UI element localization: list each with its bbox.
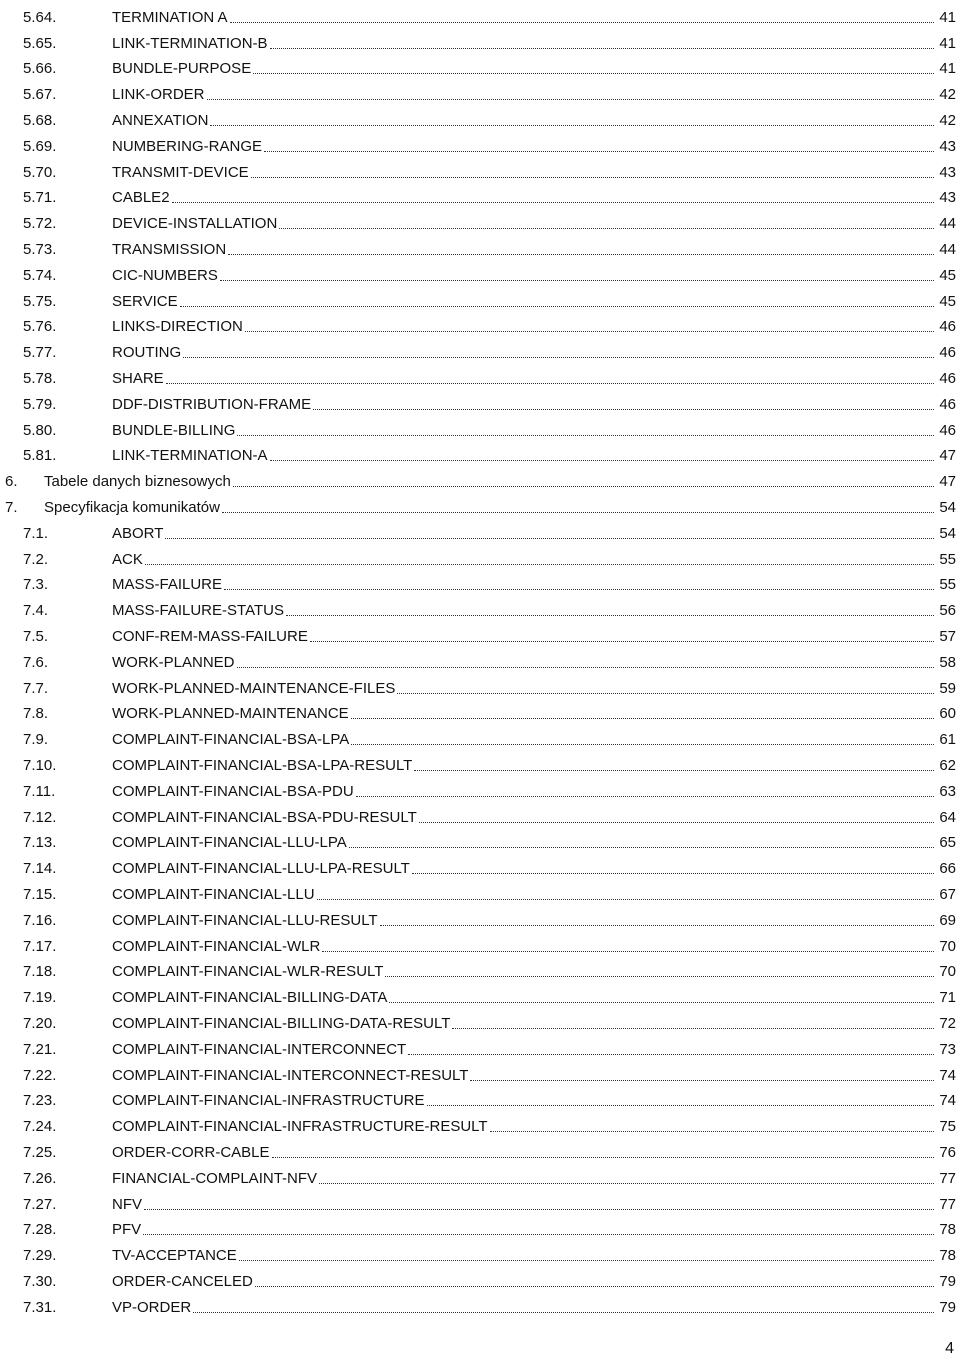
toc-entry-title: COMPLAINT-FINANCIAL-BSA-PDU-RESULT [112,808,417,826]
toc-entry[interactable] [0,800,960,826]
toc-entry-number: 5.79. [23,395,57,413]
toc-entry[interactable] [0,464,960,490]
toc-entry[interactable] [0,103,960,129]
toc-entry-number: 7.27. [23,1195,57,1213]
toc-entry[interactable] [0,1264,960,1290]
toc-entry-title: PFV [112,1221,142,1239]
toc-entry-title: COMPLAINT-FINANCIAL-LLU [112,885,315,903]
toc-entry-title: VP-ORDER [112,1298,192,1316]
dot-leader [251,177,934,178]
toc-entry-number: 7.25. [23,1143,57,1161]
dot-leader [317,899,934,900]
toc-entry-page: 43 [939,189,956,207]
toc-entry-number: 5.78. [23,369,57,387]
toc-entry[interactable] [0,1058,960,1084]
toc-entry-page: 58 [939,653,956,671]
toc-entry-page: 74 [939,1092,956,1110]
toc-entry-page: 65 [939,834,956,852]
dot-leader [172,202,934,203]
toc-entry[interactable] [0,413,960,439]
toc-entry[interactable] [0,258,960,284]
toc-entry[interactable] [0,129,960,155]
toc-entry-title: COMPLAINT-FINANCIAL-BILLING-DATA [112,989,388,1007]
toc-entry-page: 54 [939,524,956,542]
toc-entry-number: 7.16. [23,911,57,929]
toc-entry-number: 5.77. [23,344,57,362]
toc-entry-number: 7.19. [23,989,57,1007]
toc-entry-number: 5.75. [23,292,57,310]
toc-entry-number: 7.22. [23,1066,57,1084]
toc-entry-title: ROUTING [112,344,182,362]
toc-entry-page: 54 [939,498,956,516]
toc-entry-title: CIC-NUMBERS [112,266,218,284]
dot-leader [253,73,934,74]
toc-entry-number: 5.76. [23,318,57,336]
toc-entry-title: COMPLAINT-FINANCIAL-WLR-RESULT [112,963,384,981]
toc-entry-title: SERVICE [112,292,178,310]
toc-entry-number: 7.11. [23,782,56,800]
dot-leader [319,1183,934,1184]
toc-entry[interactable] [0,490,960,516]
toc-entry-number: 7.26. [23,1169,57,1187]
toc-entry-page: 47 [939,473,956,491]
dot-leader [237,435,934,436]
toc-entry[interactable] [0,774,960,800]
toc-entry-number: 5.74. [23,266,57,284]
toc-entry-page: 45 [939,266,956,284]
toc-entry[interactable] [0,26,960,52]
toc-entry-title: TV-ACCEPTANCE [112,1247,237,1265]
dot-leader [351,718,934,719]
dot-leader [414,770,934,771]
dot-leader [470,1080,934,1081]
toc-entry-number: 7.2. [23,550,49,568]
toc-entry-page: 45 [939,292,956,310]
toc-entry-number: 5.69. [23,137,57,155]
toc-entry[interactable] [0,593,960,619]
toc-entry-page: 55 [939,576,956,594]
toc-entry-number: 7.9. [23,731,49,749]
toc-entry-title: COMPLAINT-FINANCIAL-BSA-LPA-RESULT [112,756,413,774]
toc-entry-title: CONF-REM-MASS-FAILURE [112,627,308,645]
dot-leader [322,951,934,952]
dot-leader [143,1234,934,1235]
toc-entry-page: 61 [939,731,956,749]
toc-entry-number: 7.21. [23,1040,57,1058]
toc-entry-page: 78 [939,1221,956,1239]
toc-entry-title: BUNDLE-BILLING [112,421,236,439]
toc-entry-title: Tabele danych biznesowych [44,473,231,491]
toc-entry-title: LINK-ORDER [112,86,205,104]
dot-leader [313,409,934,410]
toc-entry[interactable] [0,516,960,542]
dot-leader [270,460,934,461]
toc-entry[interactable] [0,929,960,955]
toc-entry[interactable] [0,310,960,336]
toc-entry-number: 7.28. [23,1221,57,1239]
dot-leader [286,615,934,616]
toc-entry-number: 7.8. [23,705,49,723]
dot-leader [490,1131,934,1132]
toc-entry-title: SHARE [112,369,164,387]
toc-entry[interactable] [0,361,960,387]
toc-entry-title: BUNDLE-PURPOSE [112,60,252,78]
toc-entry-page: 46 [939,344,956,362]
dot-leader [264,151,934,152]
toc-entry-page: 46 [939,395,956,413]
toc-entry-page: 73 [939,1040,956,1058]
toc-entry[interactable] [0,232,960,258]
toc-entry[interactable] [0,697,960,723]
toc-entry[interactable] [0,1187,960,1213]
toc-entry[interactable] [0,877,960,903]
dot-leader [380,925,934,926]
toc-entry[interactable] [0,1290,960,1316]
toc-entry-title: ACK [112,550,143,568]
dot-leader [224,589,934,590]
toc-entry[interactable] [0,206,960,232]
toc-entry[interactable] [0,1032,960,1058]
toc-entry-page: 63 [939,782,956,800]
dot-leader [245,331,934,332]
toc-entry[interactable] [0,181,960,207]
toc-entry-number: 7.14. [23,860,57,878]
toc-entry[interactable] [0,826,960,852]
toc-entry-title: COMPLAINT-FINANCIAL-INTERCONNECT [112,1040,407,1058]
dot-leader [270,48,934,49]
dot-leader [272,1157,934,1158]
toc-entry[interactable] [0,1084,960,1110]
toc-entry-page: 47 [939,447,956,465]
toc-entry-title: DDF-DISTRIBUTION-FRAME [112,395,312,413]
dot-leader [356,796,934,797]
toc-entry-title: NFV [112,1195,142,1213]
toc-entry-page: 76 [939,1143,956,1161]
toc-entry-number: 5.70. [23,163,57,181]
dot-leader [222,512,934,513]
toc-entry-title: WORK-PLANNED-MAINTENANCE-FILES [112,679,396,697]
toc-entry-title: COMPLAINT-FINANCIAL-LLU-LPA-RESULT [112,860,410,878]
toc-entry-page: 46 [939,318,956,336]
toc-entry-number: 7.3. [23,576,49,594]
toc-entry-page: 69 [939,911,956,929]
toc-entry-page: 59 [939,679,956,697]
toc-entry-number: 7.17. [23,937,57,955]
toc-entry-number: 7.24. [23,1118,57,1136]
dot-leader [310,641,934,642]
toc-entry-number: 5.67. [23,86,57,104]
dot-leader [385,976,934,977]
toc-entry-page: 41 [939,60,956,78]
dot-leader [427,1105,934,1106]
toc-entry[interactable] [0,0,960,26]
toc-entry-page: 74 [939,1066,956,1084]
toc-entry-page: 67 [939,885,956,903]
toc-entry[interactable] [0,387,960,413]
toc-entry-page: 77 [939,1169,956,1187]
toc-entry[interactable] [0,980,960,1006]
toc-entry[interactable] [0,335,960,361]
toc-entry-page: 62 [939,756,956,774]
toc-entry-number: 5.68. [23,111,57,129]
toc-entry-page: 46 [939,369,956,387]
toc-entry-page: 77 [939,1195,956,1213]
toc-entry-title: MASS-FAILURE [112,576,223,594]
toc-entry-number: 5.73. [23,240,57,258]
toc-entry[interactable] [0,1161,960,1187]
toc-entry-page: 44 [939,215,956,233]
dot-leader [207,99,934,100]
toc-entry-number: 5.72. [23,215,57,233]
toc-entry-number: 5.81. [23,447,57,465]
toc-entry[interactable] [0,1109,960,1135]
toc-entry-title: TRANSMISSION [112,240,227,258]
dot-leader [165,538,934,539]
toc-entry-title: COMPLAINT-FINANCIAL-LLU-LPA [112,834,347,852]
toc-entry-title: WORK-PLANNED [112,653,235,671]
toc-entry-number: 7.30. [23,1272,57,1290]
toc-entry-title: LINK-TERMINATION-B [112,34,268,52]
dot-leader [144,1209,934,1210]
dot-leader [193,1312,934,1313]
toc-entry-title: COMPLAINT-FINANCIAL-BILLING-DATA-RESULT [112,1014,451,1032]
toc-entry-number: 7.13. [23,834,57,852]
toc-entry-title: COMPLAINT-FINANCIAL-BSA-LPA [112,731,350,749]
toc-entry-page: 70 [939,937,956,955]
toc-entry-page: 66 [939,860,956,878]
toc-entry-number: 7.31. [23,1298,57,1316]
toc-entry-page: 70 [939,963,956,981]
toc-entry-page: 41 [939,8,956,26]
toc-entry-title: FINANCIAL-COMPLAINT-NFV [112,1169,318,1187]
toc-entry-number: 7.29. [23,1247,57,1265]
dot-leader [279,228,934,229]
toc-entry-number: 7.5. [23,627,49,645]
toc-entry[interactable] [0,1238,960,1264]
toc-entry[interactable] [0,1006,960,1032]
toc-entry-page: 56 [939,602,956,620]
toc-entry-title: LINKS-DIRECTION [112,318,243,336]
toc-entry-title: COMPLAINT-FINANCIAL-INTERCONNECT-RESULT [112,1066,469,1084]
toc-entry-title: NUMBERING-RANGE [112,137,263,155]
dot-leader [183,357,934,358]
toc-entry-title: CABLE2 [112,189,170,207]
toc-entry-page: 79 [939,1298,956,1316]
toc-entry-title: ANNEXATION [112,111,209,129]
toc-entry-title: COMPLAINT-FINANCIAL-INFRASTRUCTURE [112,1092,425,1110]
toc-entry-number: 7. [5,498,18,516]
toc-entry-title: LINK-TERMINATION-A [112,447,268,465]
toc-entry-number: 7.12. [23,808,57,826]
toc-entry-page: 79 [939,1272,956,1290]
toc-entry-number: 7.6. [23,653,49,671]
toc-entry-page: 64 [939,808,956,826]
dot-leader [230,22,934,23]
dot-leader [237,667,934,668]
toc-entry[interactable] [0,52,960,78]
toc-entry-page: 46 [939,421,956,439]
dot-leader [408,1054,934,1055]
toc-entry-title: COMPLAINT-FINANCIAL-WLR [112,937,321,955]
toc-entry-page: 44 [939,240,956,258]
toc-entry-title: TRANSMIT-DEVICE [112,163,249,181]
toc-entry-number: 7.23. [23,1092,57,1110]
dot-leader [220,280,934,281]
toc-entry-number: 7.4. [23,602,49,620]
toc-entry-title: TERMINATION A [112,8,228,26]
toc-entry-number: 7.15. [23,885,57,903]
toc-entry-page: 78 [939,1247,956,1265]
toc-entry[interactable] [0,619,960,645]
toc-entry-page: 43 [939,163,956,181]
dot-leader [351,744,934,745]
toc-entry[interactable] [0,851,960,877]
toc-entry[interactable] [0,568,960,594]
toc-entry-page: 42 [939,86,956,104]
toc-entry[interactable] [0,155,960,181]
dot-leader [233,486,934,487]
dot-leader [412,873,934,874]
toc-entry-number: 6. [5,473,18,491]
toc-entry-number: 7.1. [23,524,49,542]
toc-entry[interactable] [0,903,960,929]
toc-entry-title: ABORT [112,524,164,542]
toc-entry[interactable] [0,955,960,981]
toc-entry[interactable] [0,722,960,748]
toc-entry-page: 60 [939,705,956,723]
dot-leader [452,1028,934,1029]
toc-entry-number: 7.10. [23,756,57,774]
toc-entry-page: 72 [939,1014,956,1032]
toc-entry-number: 5.80. [23,421,57,439]
toc-entry-title: ORDER-CORR-CABLE [112,1143,270,1161]
toc-entry[interactable] [0,671,960,697]
toc-entry[interactable] [0,542,960,568]
toc-entry-number: 5.64. [23,8,57,26]
toc-entry[interactable] [0,748,960,774]
toc-entry-title: DEVICE-INSTALLATION [112,215,278,233]
toc-entry[interactable] [0,1213,960,1239]
dot-leader [349,847,934,848]
toc-entry-title: ORDER-CANCELED [112,1272,253,1290]
toc-entry-number: 5.66. [23,60,57,78]
toc-entry-title: Specyfikacja komunikatów [44,498,220,516]
dot-leader [239,1260,934,1261]
dot-leader [145,564,934,565]
toc-entry[interactable] [0,439,960,465]
toc-entry-number: 5.65. [23,34,57,52]
toc-entry-page: 57 [939,627,956,645]
dot-leader [255,1286,934,1287]
dot-leader [389,1002,934,1003]
dot-leader [419,822,934,823]
toc-entry[interactable] [0,284,960,310]
toc-entry-number: 7.20. [23,1014,57,1032]
toc-entry-page: 71 [939,989,956,1007]
toc-entry[interactable] [0,77,960,103]
page-number: 4 [945,1340,954,1357]
toc-entry-title: COMPLAINT-FINANCIAL-LLU-RESULT [112,911,378,929]
toc-entry-title: WORK-PLANNED-MAINTENANCE [112,705,349,723]
toc-entry-page: 75 [939,1118,956,1136]
toc-entry-title: COMPLAINT-FINANCIAL-INFRASTRUCTURE-RESULT [112,1118,488,1136]
dot-leader [397,693,934,694]
toc-entry-number: 5.71. [23,189,57,207]
dot-leader [180,306,934,307]
toc-entry[interactable] [0,1135,960,1161]
toc-entry-number: 7.18. [23,963,57,981]
toc-entry-page: 41 [939,34,956,52]
toc-entry-title: MASS-FAILURE-STATUS [112,602,284,620]
toc-entry-page: 55 [939,550,956,568]
toc-entry-number: 7.7. [23,679,49,697]
dot-leader [210,125,934,126]
toc-entry-page: 42 [939,111,956,129]
toc-entry-title: COMPLAINT-FINANCIAL-BSA-PDU [112,782,354,800]
toc-entry-page: 43 [939,137,956,155]
dot-leader [228,254,934,255]
dot-leader [166,383,934,384]
toc-entry[interactable] [0,645,960,671]
